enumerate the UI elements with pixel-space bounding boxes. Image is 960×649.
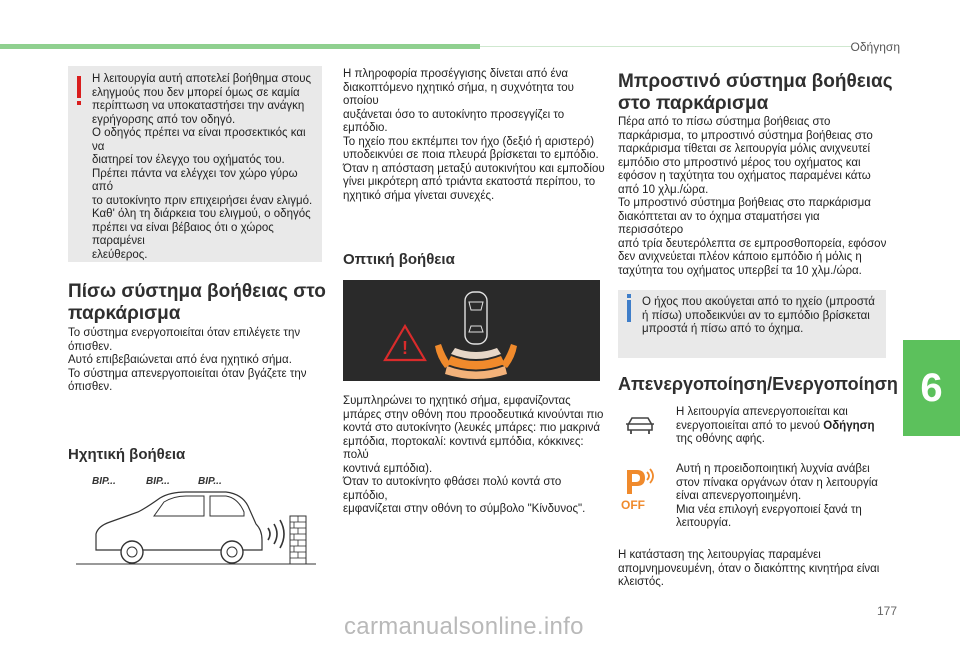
rear-assist-text: Το σύστημα ενεργοποιείται όταν επιλέγετε την όπισθεν. Αυτό επιβεβαιώνεται από ένα ηχητικό σήμα. Το σύστημα απενεργοποιείται όταν βγάζετε την όπισθεν. (68, 327, 307, 393)
front-assist-text: Πέρα από το πίσω σύστημα βοήθειας στο παρκάρισμα, το μπροστινό σύστημα βοήθειας στο παρκάρισμα τίθεται σε λειτουργία μόλις ανιχνευτεί εμπόδιο στο μπροστινό μέρος του οχήματος και εφόσον η ταχύτητα του οχήματος παραμένει κάτω από 10 χλμ./ώρα. Το μπροστινό σύστημα βοήθειας στο παρκάρισμα διακόπτεται αν το όχημα σταματήσει για περισσότερο από τρία δευτερόλεπτα σε εμπροσθοπορεία, εφόσον δεν ανιχνεύεται πλέον κάποιο εμπόδιο ή μόλις η ταχύτητα του οχήματος υπερβεί τα 10 χλμ./ώρα. (618, 116, 887, 277)
menu-driving-label: Οδήγηση (823, 419, 875, 432)
toggle-menu-text (676, 406, 886, 447)
proximity-text: Η πληροφορία προσέγγισης δίνεται από ένα διακοπτόμενο ηχητικό σήμα, η συχνότητα του οποίου αυξάνεται όσο το αυτοκίνητο προσεγγίζει το εμπόδιο. Το ηχείο που εκπέμπει τον ήχο (δεξιό ή αριστερό) υποδεικνύει σε ποια πλευρά βρίσκεται το εμπόδιο. Όταν η απόσταση μεταξύ αυτοκινήτου και εμποδίου γίνει μικρότερη από τριάντα εκατοστά περίπου, το ηχητικό σήμα γίνεται συνεχές. (343, 68, 605, 202)
warning-lamp-text: Αυτή η προειδοποιητική λυχνία ανάβει στον πίνακα οργάνων όταν η λειτουργία είναι απενεργοποιημένη. Μια νέα επιλογή ενεργοποιεί ξανά τη λειτουργία. (676, 463, 878, 529)
toggle-menu-text-end: της οθόνης αφής. (676, 433, 765, 445)
off-label: OFF (621, 498, 645, 512)
info-text: Ο ήχος που ακούγεται από το ηχείο (μπροστά ή πίσω) υποδεικνύει αν το εμπόδιο βρίσκεται μπροστά ή πίσω από το όχημα. (642, 296, 875, 335)
chapter-tab: 6 (903, 340, 960, 436)
header-accent-bar (0, 44, 480, 49)
park-assist-off-icon (619, 466, 659, 512)
page-number: 177 (876, 604, 897, 618)
watermark: carmanualsonline.info (344, 613, 584, 640)
info-box (618, 290, 886, 358)
visual-assist-text: Συμπληρώνει το ηχητικό σήμα, εμφανίζοντας μπάρες στην οθόνη που προοδευτικά κινούνται πιο κοντά στο αυτοκίνητο (λευκές μπάρες: πιο μακρινά εμπόδια, πορτοκαλί: κοντινά εμπόδια, κόκκινες: πολύ κοντινά εμπόδια). Όταν το αυτοκίνητο φθάσει πολύ κοντά στο εμπόδιο, εμφανίζεται στην οθόνη το σύμβολο "Κίνδυνος". (343, 395, 604, 515)
visual-assist-screen (343, 280, 600, 381)
toggle-menu-text-start: Η λειτουργία απενεργοποιείται και ενεργοποιείται από το μενού (676, 406, 848, 432)
rear-assist-title: Πίσω σύστημα βοήθειας στο παρκάρισμα (68, 281, 326, 324)
front-assist-title: Μπροστινό σύστημα βοήθειας στο παρκάρισμα (618, 71, 893, 114)
car-menu-icon (624, 414, 656, 438)
beep-label: BIP... (92, 476, 116, 487)
beep-label: BIP... (198, 476, 222, 487)
exclamation-icon (77, 76, 81, 98)
svg-text:!: ! (402, 338, 408, 358)
info-icon (627, 300, 631, 322)
toggle-title: Απενεργοποίηση/Ενεργοποίηση (618, 374, 898, 394)
audio-assist-title: Ηχητική βοήθεια (68, 446, 186, 463)
memory-text: Η κατάσταση της λειτουργίας παραμένει απομνημονευμένη, όταν ο διακόπτης κινητήρα είναι κλειστός. (618, 549, 880, 588)
section-title: Οδήγηση (850, 40, 900, 54)
beep-label: BIP... (146, 476, 170, 487)
warning-box (68, 66, 322, 262)
header-divider (480, 46, 852, 47)
visual-assist-title: Οπτική βοήθεια (343, 251, 455, 268)
warning-text: Η λειτουργία αυτή αποτελεί βοήθημα στους εληγμούς που δεν μπορεί όμως σε καμία περίπτωση να υποκαταστήσει την ανάγκη εγρήγορσης από τον οδηγό. Ο οδηγός πρέπει να είναι προσεκτικός και να διατηρεί τον έλεγχο του οχήματός του. Πρέπει πάντα να ελέγχει τον χώρο γύρω από το αυτοκίνητο πριν επιχειρήσει έναν ελιγμό. Καθ' όλη τη διάρκεια του ελιγμού, ο οδηγός πρέπει να είναι βέβαιος ότι ο χώρος παραμένει ελεύθερος. (92, 73, 313, 261)
audio-assist-illustration (76, 472, 316, 572)
